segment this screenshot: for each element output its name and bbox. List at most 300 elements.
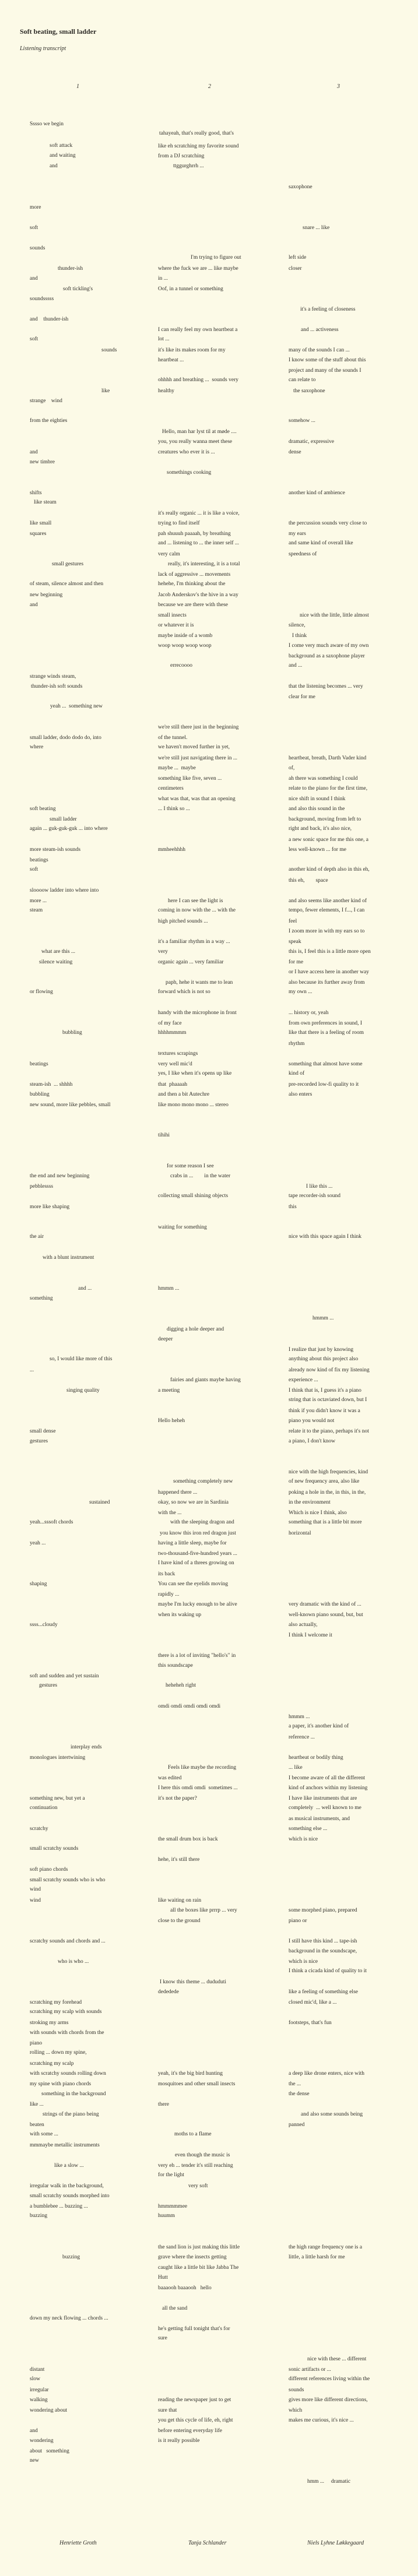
transcript-line: something [30, 1296, 53, 1301]
transcript-line: ... I think so ... [158, 806, 190, 812]
transcript-line: huumm [158, 2213, 175, 2219]
transcript-line: this [289, 1204, 297, 1210]
transcript-line: I have like instruments that are [289, 1796, 357, 1801]
transcript-line: hhhhmmmm [158, 1030, 187, 1036]
transcript-line: of, [289, 765, 295, 771]
transcript-line: ... [30, 1367, 34, 1373]
transcript-line: somehow ... [289, 418, 315, 424]
transcript-line: sounds [101, 347, 117, 353]
transcript-line: in ... [158, 276, 168, 281]
page-subtitle: Listening transcript [20, 45, 66, 52]
transcript-line: Hutt [158, 2275, 168, 2281]
transcript-line: my spine with piano chords [30, 2081, 92, 2087]
transcript-line: another kind of ambience [289, 490, 345, 496]
transcript-line: small scratchy sounds [30, 1846, 79, 1852]
transcript-line: I come very much aware of my own [289, 643, 369, 649]
transcript-line: soft tickling's [63, 286, 93, 292]
transcript-line: two-thousand-five-hundred years ... [158, 1551, 237, 1557]
transcript-line: something that almost have some [289, 1061, 363, 1067]
transcript-line: small dense [30, 1428, 56, 1434]
transcript-line: forward which is not so [158, 989, 210, 995]
transcript-line: beatings [30, 857, 48, 863]
transcript-line: with sounds with chords from the [30, 2030, 104, 2036]
transcript-line: a bumblebee ... buzzing ... [30, 2204, 88, 2209]
transcript-line: background as a saxophone player [289, 653, 365, 659]
transcript-line: something else ... [289, 1826, 328, 1832]
transcript-line: saxophone [289, 184, 312, 190]
transcript-line: where [30, 744, 44, 750]
transcript-line: there is a lot of inviting "hello's" in [158, 1653, 236, 1659]
transcript-line: scratching my forehead [30, 2000, 82, 2005]
transcript-line: sounds [30, 245, 45, 251]
transcript-line: dramatic, expressive [289, 439, 335, 445]
transcript-line: this soundscape [158, 1663, 193, 1669]
transcript-line: before entering everyday life [158, 2428, 222, 2434]
transcript-line: Which is nice I think, also [289, 1510, 347, 1516]
transcript-line: grave where the insects getting [158, 2254, 227, 2260]
transcript-line: which [289, 2408, 303, 2413]
transcript-line: ... history or, yeah [289, 1010, 329, 1016]
transcript-line: soundsssss [30, 296, 54, 302]
transcript-line: collecting small shining objects [158, 1193, 229, 1199]
transcript-line: who is who ... [58, 1959, 89, 1965]
transcript-line: left side [289, 255, 307, 261]
transcript-line: so, I would like more of this [50, 1356, 113, 1362]
transcript-line: a meeting [158, 1388, 180, 1393]
transcript-line: of my face [158, 1020, 182, 1026]
transcript-line: and also some sounds being [301, 2112, 363, 2117]
transcript-line: sloooow ladder into where into [30, 888, 99, 893]
transcript-line: hehehe, I'm thinking about the [158, 581, 226, 587]
transcript-line: because we are there with these [158, 602, 229, 608]
transcript-line: for some reason I see [167, 1163, 214, 1169]
transcript-line: Hello, man har lyst til at møde .... [162, 429, 237, 435]
transcript-line: deeper [158, 1336, 173, 1342]
transcript-line: steam-ish ... shhhh [30, 1082, 73, 1088]
transcript-line: poking a hole in the, in this, in the, [289, 1490, 366, 1495]
transcript-line: a deep like drone enters, nice with [289, 2071, 365, 2077]
transcript-line: nice with these ... different [307, 2356, 367, 2362]
transcript-line: having a little sleep, maybe for [158, 1540, 227, 1546]
transcript-line: experience ... [289, 1377, 318, 1383]
transcript-line: nice with the little, little almost [300, 613, 369, 618]
transcript-line: irregular [30, 2387, 49, 2393]
transcript-line: all the sand [162, 2306, 188, 2311]
transcript-line: down my neck flowing ... chords ... [30, 2315, 108, 2321]
transcript-line: scratching my scalp with sounds [30, 2009, 102, 2015]
transcript-line: Sssso we begin [30, 121, 64, 127]
transcript-line: distant [30, 2367, 45, 2373]
transcript-line: kind of anchors within my listening [289, 1785, 368, 1791]
transcript-line: soft [30, 867, 38, 872]
transcript-line: caught like a little bit like Jabba The [158, 2265, 239, 2271]
transcript-line: it's a familiar rhythm in a way ... [158, 939, 230, 945]
transcript-line: thunder-ish [58, 266, 83, 272]
transcript-line: from own preferences in sound, I [289, 1020, 363, 1026]
transcript-line: think if you didn't know it was a [289, 1408, 360, 1414]
transcript-line: heartbeat or bodily thing [289, 1755, 343, 1761]
transcript-line: snare ... like [303, 225, 330, 231]
transcript-line: the saxophone [293, 388, 325, 394]
transcript-line: ohhhh and breathing ... sounds very [158, 377, 238, 383]
transcript-line: scratchy sounds and chords and ... [30, 1938, 106, 1944]
transcript-line: makes me curious, it's nice ... [289, 2417, 354, 2423]
transcript-line: piano [30, 2040, 43, 2046]
transcript-line: what are this ... [41, 949, 76, 955]
transcript-line: relate it to the piano, perhaps it's not [289, 1428, 369, 1434]
transcript-line: pah shuuuh paaaah, by breathing [158, 531, 231, 537]
transcript-line: and waiting [50, 153, 76, 159]
transcript-line: that the listening becomes ... very [289, 684, 363, 689]
transcript-line: with scratchy sounds rolling down [30, 2071, 106, 2077]
transcript-line: from a DJ scratching [158, 153, 205, 159]
transcript-line: where the fuck we are ... like maybe [158, 266, 238, 272]
transcript-line: or whatever it is [158, 622, 194, 628]
transcript-line: yeah ... something new [50, 703, 103, 709]
transcript-line: and [30, 602, 38, 608]
transcript-line: of the tunnel. [158, 735, 188, 741]
transcript-line: you know this iron red dragon just [160, 1530, 236, 1536]
transcript-line: handy with the microphone in front [158, 1010, 237, 1016]
transcript-line: more [30, 205, 41, 210]
transcript-line: walking [30, 2397, 48, 2403]
transcript-line: close to the ground [158, 1918, 201, 1924]
transcript-line: small ladder, dodo dodo do, into [30, 735, 101, 741]
transcript-line: scratchy [30, 1826, 48, 1832]
transcript-line: hmmm ... [289, 1714, 310, 1720]
transcript-line: crabs in ... in the water [170, 1173, 231, 1179]
transcript-line: mmmaybe metallic instruments [30, 2142, 100, 2148]
transcript-line: it's a feeling of closeness [300, 307, 356, 312]
transcript-line: like that there is a feeling of room [289, 1030, 364, 1036]
transcript-line: can relate to [289, 377, 316, 383]
transcript-line: different references living within the [289, 2376, 370, 2382]
transcript-line: ah there was something I could [289, 776, 358, 782]
transcript-line: this eh, space [289, 878, 328, 884]
transcript-line: I realize that just by knowing [289, 1347, 354, 1353]
transcript-line: really, it's interesting, it is a total [168, 561, 240, 567]
transcript-line: kind of [289, 1071, 305, 1076]
transcript-line: thunder-ish soft sounds [31, 684, 83, 689]
transcript-line: small scratchy sounds morphed into [30, 2193, 110, 2199]
transcript-line: new timbre [30, 459, 55, 465]
transcript-line: beatings [30, 1061, 48, 1067]
transcript-line: woop woop woop woop [158, 643, 212, 649]
transcript-line: more steam-ish sounds [30, 847, 81, 853]
transcript-line: new beginning [30, 592, 63, 598]
transcript-line: my ears [289, 531, 306, 537]
transcript-line: and then a bit Autechre [158, 1092, 210, 1097]
transcript-line: creatures who ever it is ... [158, 449, 215, 455]
transcript-line: digging a hole deeper and [167, 1326, 224, 1332]
transcript-line: tape recorder-ish sound [289, 1193, 340, 1199]
transcript-line: trying to find itself [158, 520, 200, 526]
transcript-line: the air [30, 1234, 44, 1240]
transcript-line: something like five, seven ... [158, 776, 222, 782]
transcript-line: baaaooh baaaooh hello [158, 2285, 212, 2291]
transcript-line: panned [289, 2122, 305, 2128]
transcript-line: many of the sounds I can ... [289, 347, 350, 353]
transcript-line: string that is octaviated down, but I [289, 1397, 367, 1403]
transcript-line: sounds [289, 2387, 304, 2393]
transcript-line: anything about this project also [289, 1356, 359, 1362]
transcript-line: beaten [30, 2122, 44, 2128]
credit-name: Niels Lyhne Løkkegaard [307, 2540, 364, 2546]
transcript-line: silence waiting [39, 959, 73, 965]
transcript-line: it's like its makes room for my [158, 347, 226, 353]
transcript-line: ... like [289, 1765, 303, 1771]
transcript-line: the high range frequency one is a [289, 2244, 363, 2250]
transcript-line: bubbling [30, 1092, 50, 1097]
transcript-line: centimeters [158, 786, 184, 791]
transcript-line: a piano, I don't know [289, 1438, 336, 1444]
transcript-line: dense [289, 449, 301, 455]
transcript-line: here I can see the light is [168, 898, 223, 904]
transcript-line: You can see the eyelids moving [158, 1581, 229, 1587]
transcript-line: we're still there just in the beginning [158, 724, 239, 730]
transcript-line: textures scrapings [158, 1051, 198, 1057]
transcript-line: and ... activeness [301, 327, 339, 333]
transcript-line: little, a little harsh for me [289, 2254, 345, 2260]
transcript-line: something that is a little bit more [289, 1519, 362, 1525]
transcript-line: this is, I feel this is a little more open [289, 949, 371, 955]
transcript-line: yes, I like when it's opens up like [158, 1071, 232, 1076]
transcript-line: well-known piano sound, but, but [289, 1612, 363, 1618]
transcript-line: very soft [188, 2183, 208, 2189]
transcript-line: very eh ... tender it's still reaching [158, 2163, 233, 2169]
transcript-line: pebblessss [30, 1184, 54, 1190]
transcript-line: squares [30, 531, 47, 537]
transcript-line: errecoooo [170, 663, 192, 668]
credit-name: Henriette Groth [59, 2540, 97, 2546]
transcript-line: that phaaaah [158, 1082, 188, 1088]
transcript-line: Feels like maybe the recording [168, 1765, 237, 1771]
transcript-line: buzzing [30, 2213, 48, 2219]
transcript-line: rolling ... down my spine, [30, 2050, 87, 2056]
transcript-line: it's really organic ... it is like a voice, [158, 511, 240, 516]
transcript-line: very calm [158, 551, 180, 557]
transcript-line: I think a cicada kind of quality to it [289, 1968, 367, 1974]
transcript-line: and [30, 276, 38, 281]
transcript-line: maybe ... maybe [158, 765, 196, 771]
transcript-line: when its waking up [158, 1612, 202, 1618]
transcript-line: new sound, more like pebbles, small [30, 1102, 111, 1108]
transcript-line: the sand lion is just making this little [158, 2244, 240, 2250]
transcript-line: Hello heheh [158, 1418, 185, 1424]
transcript-line: I like this ... [306, 1184, 333, 1190]
transcript-line: reading the newspaper just to get [158, 2397, 231, 2403]
transcript-line: background in the soundscape, [289, 1948, 357, 1954]
transcript-line: footsteps, that's fun [289, 2020, 332, 2026]
transcript-line: also actually, [289, 1622, 318, 1628]
transcript-line: and ... [289, 663, 303, 668]
transcript-line: speedness of [289, 551, 317, 557]
transcript-line: you, you really wanna meet these [158, 439, 233, 445]
transcript-line: also because its further away from [289, 980, 365, 986]
transcript-line: soft beating [30, 806, 56, 812]
transcript-line: nice with this space again I think [289, 1234, 362, 1240]
transcript-line: we're still just navigating there in ... [158, 755, 238, 761]
transcript-line: hmmmmmee [158, 2204, 188, 2209]
transcript-line: maybe inside of a womb [158, 633, 213, 639]
transcript-line: monologues intertwining [30, 1755, 86, 1761]
transcript-line: I become aware of all the different [289, 1775, 366, 1781]
transcript-line: pre-recorded low-fi quality to it [289, 1082, 359, 1088]
transcript-line: or I have access here in another way [289, 969, 369, 975]
transcript-line: wind [30, 1898, 41, 1903]
transcript-line: tihihi [158, 1132, 170, 1138]
transcript-line: Jacob Anderskov's the hive in a way [158, 592, 238, 598]
transcript-line: I'm trying to figure out [191, 255, 241, 261]
transcript-line: more ... [30, 898, 47, 904]
transcript-line: like steam [34, 499, 57, 505]
transcript-line: and thunder-ish [30, 316, 69, 322]
transcript-line: yeah, it's the big bird hunting [158, 2071, 223, 2077]
transcript-line: what was that, was that an opening [158, 796, 236, 802]
transcript-line: wondering about [30, 2408, 68, 2413]
transcript-line: you get this cycle of life, eh, right [158, 2417, 233, 2423]
transcript-line: soft attack [50, 143, 73, 149]
transcript-line: very well mic'd [158, 1061, 192, 1067]
transcript-line: I know this theme ... dududuti [160, 1979, 226, 1985]
transcript-line: moths to a flame [174, 2131, 212, 2137]
transcript-line: and also seems like another kind of [289, 898, 367, 904]
transcript-line: strange winds steam, [30, 674, 76, 680]
transcript-line: gestures [30, 1438, 48, 1444]
transcript-line: hehe, it's still there [158, 1857, 200, 1863]
transcript-line: and ... listening to ... the inner self ... [158, 540, 240, 546]
transcript-line: also enters [289, 1092, 312, 1097]
transcript-line: I think that is, I guess it's a piano [289, 1388, 361, 1393]
transcript-line: some morphed piano, prepared [289, 1908, 357, 1913]
page-title: Soft beating, small ladder [20, 27, 97, 36]
transcript-line: and [50, 163, 58, 169]
transcript-line: heheheh right [166, 1683, 196, 1688]
transcript-line: its back [158, 1571, 175, 1577]
transcript-line: the ... [289, 2081, 301, 2087]
transcript-line: which is nice [289, 1836, 318, 1842]
transcript-line: with the sleeping dragon and [170, 1519, 234, 1525]
transcript-line: small gestures [52, 561, 84, 567]
transcript-line: or flowing [30, 989, 53, 995]
transcript-line: fairies and giants maybe having [170, 1377, 241, 1383]
transcript-line: paph, hehe it wants me to lean [166, 980, 233, 986]
transcript-line: reference ... [289, 1734, 315, 1740]
transcript-line: hmmm ... [158, 1286, 180, 1291]
transcript-line: the dense [289, 2091, 310, 2097]
transcript-line: I still have this kind ... tape-ish [289, 1938, 357, 1944]
transcript-line: soft [30, 225, 38, 231]
transcript-line: ttggurghrrh ... [173, 163, 204, 169]
transcript-line: sustained [89, 1500, 110, 1505]
transcript-line: singing quality [66, 1388, 100, 1393]
transcript-line: like small [30, 520, 52, 526]
transcript-line: very [158, 949, 168, 955]
column-number: 3 [337, 83, 340, 90]
transcript-line: heartbeat, breath, Darth Vader kind [289, 755, 367, 761]
credit-name: Tanja Schlander [188, 2540, 227, 2546]
transcript-line: I have kind of a threes growing on [158, 1560, 234, 1566]
transcript-line: it's not the paper? [158, 1796, 197, 1801]
transcript-line: completely ... well known to me [289, 1805, 361, 1811]
transcript-line: and [30, 449, 38, 455]
transcript-line: new [30, 2458, 39, 2464]
transcript-line: sonic artifacts or ... [289, 2367, 331, 2373]
transcript-line: piano or [289, 1918, 307, 1924]
transcript-line: of new frequency area, also like [289, 1479, 360, 1484]
transcript-line: mosquitoes and other small insects [158, 2081, 236, 2087]
transcript-line: background, moving from left to [289, 817, 361, 822]
transcript-line: maybe I'm lucky enough to be alive [158, 1602, 237, 1607]
transcript-line: like waiting on rain [158, 1898, 202, 1903]
transcript-line: lot ... [158, 336, 170, 342]
transcript-line: we haven't moved further in yet, [158, 744, 230, 750]
transcript-line: ssss...cloudy [30, 1622, 58, 1628]
transcript-line: organic again ... very familiar [158, 959, 224, 965]
transcript-line: like [101, 388, 110, 394]
transcript-line: yeah ... [30, 1540, 46, 1546]
transcript-line: Oof, in a tunnel or something [158, 286, 223, 292]
transcript-line: shaping [30, 1581, 47, 1587]
transcript-line: steam [30, 907, 43, 913]
transcript-line: like a slow ... [54, 2163, 84, 2169]
transcript-line: from the eighties [30, 418, 68, 424]
transcript-line: small scratchy sounds who is who [30, 1877, 106, 1883]
transcript-line: scratching my scalp [30, 2061, 74, 2067]
transcript-line: coming in now with the ... with the [158, 907, 236, 913]
transcript-line: with some ... [30, 2131, 58, 2137]
transcript-line: there [158, 2102, 169, 2107]
transcript-line: hmm ... dramatic [307, 2479, 351, 2484]
transcript-line: waiting for something [158, 1224, 207, 1230]
transcript-line: I think [292, 633, 307, 639]
transcript-line: the small drum box is back [158, 1836, 218, 1842]
transcript-line: like a feeling of something else [289, 1989, 358, 1995]
transcript-line: he's getting full tonight that's for [158, 2326, 230, 2332]
transcript-line: happened there ... [158, 1490, 198, 1495]
transcript-line: which is nice [289, 1959, 318, 1965]
transcript-line: I zoom more in with my ears so to [289, 928, 365, 934]
transcript-line: wind [30, 1887, 41, 1892]
transcript-line: a new sonic space for me this one, a [289, 837, 368, 843]
transcript-line: heartbeat ... [158, 357, 184, 363]
transcript-line: shifts [30, 490, 42, 496]
transcript-line: I think I welcome it [289, 1632, 332, 1638]
transcript-line: the percussion sounds very close to [289, 520, 367, 526]
transcript-line: healthy [158, 388, 174, 394]
transcript-line: the end and new beginning [30, 1173, 90, 1179]
transcript-line: relate to the piano for the first time, [289, 786, 368, 791]
transcript-line: with the ... [158, 1510, 182, 1516]
transcript-line: soft [30, 336, 38, 342]
transcript-line: I can really feel my own heartbeat a [158, 327, 238, 333]
transcript-line: stroking my arms [30, 2020, 69, 2026]
transcript-line: buzzing [62, 2254, 80, 2260]
transcript-line: something new, but yet a [30, 1796, 85, 1801]
transcript-line: hmmm ... [312, 1315, 334, 1321]
transcript-line: project and many of the sounds I [289, 368, 361, 374]
transcript-line: gives more like different directions, [289, 2397, 368, 2403]
transcript-line: like mono mono mono ... stereo [158, 1102, 229, 1108]
transcript-line: something completely new [173, 1479, 233, 1484]
transcript-line: in the environment [289, 1500, 331, 1505]
transcript-line: tahayeah, that's really good, that's [159, 131, 234, 136]
transcript-line: again ... guk-guk-guk ... into where [30, 826, 108, 832]
transcript-line: a paper, it's another kind of [289, 1723, 349, 1729]
transcript-line: high pitched sounds ... [158, 919, 208, 924]
transcript-line: lack of aggressive ... movements [158, 572, 231, 578]
transcript-line: like ... [30, 2102, 44, 2107]
